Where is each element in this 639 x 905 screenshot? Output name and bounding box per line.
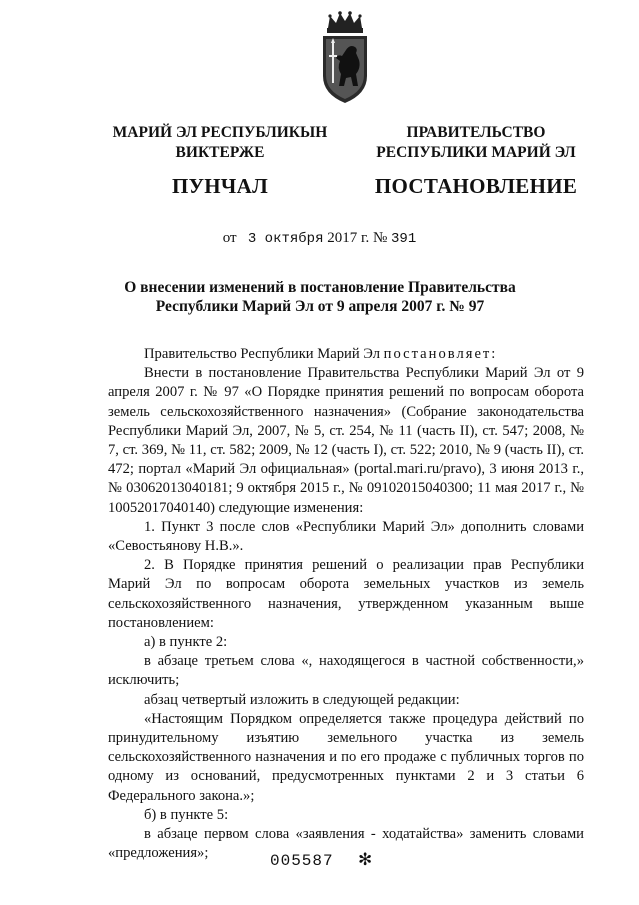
form-mark-icon: ✻ <box>358 850 373 870</box>
coat-of-arms-emblem <box>316 10 374 106</box>
header-left-doc-type: ПУНЧАЛ <box>171 174 269 198</box>
header-right-line2: РЕСПУБЛИКИ МАРИЙ ЭЛ <box>376 144 576 161</box>
decree-verb: постановляет: <box>383 346 498 362</box>
date-stamp: 3 октября <box>247 231 324 247</box>
date-year: 2017 г. № <box>327 230 388 246</box>
document-number: 391 <box>391 231 417 247</box>
form-serial-number: 005587 <box>270 852 334 870</box>
body-paragraph: в абзаце первом слова «заявления - ходатайства» заменить словами «предложения»; <box>108 826 584 862</box>
body-paragraph: в абзаце третьем слова «, находящегося в частной собственности,» исключить; <box>108 653 584 689</box>
document-body <box>108 345 584 863</box>
document-title <box>120 278 520 316</box>
header-left-line1: МАРИЙ ЭЛ РЕСПУБЛИКЫН <box>112 124 328 141</box>
decree-subject: Правительство Республики Марий Эл <box>144 346 381 362</box>
header-right-line1: ПРАВИТЕЛЬСТВО <box>406 124 546 141</box>
body-paragraph: 2. В Порядке принятия решений о реализации прав Республики Марий Эл по вопросам оборота земельных участков из земель сельскохозяйственного назначения, утвержденном указанным выше постановлением: <box>108 557 584 631</box>
date-line <box>0 230 639 247</box>
body-paragraph: Внести в постановление Правительства Республики Марий Эл от 9 апреля 2007 г. № 97 «О Порядке принятия решений по вопросам оборота земель сельскохозяйственного назначения» (Собрание законодательства Республики Марий Эл, 2007, № 5, ст. 254, № 11 (часть II), ст. 547; 2008, № 7, ст. 369, № 11, ст. 582; 2009, № 12 (часть I), ст. 522; 2010, № 9 (часть II), ст. 472; портал «Марий Эл официальная» (portal.mari.ru/pravo), 3 июня 2013 г., № 03062013040181; 9 октября 2015 г., № 09102015040300; 11 мая 2017 г., № 10052017040140) следующие изменения: <box>108 365 584 516</box>
header-right-doc-type: ПОСТАНОВЛЕНИЕ <box>374 174 578 198</box>
body-paragraph: а) в пункте 2: <box>144 634 228 651</box>
body-paragraph: б) в пункте 5: <box>144 806 229 823</box>
body-paragraph: 1. Пункт 3 после слов «Республики Марий Эл» дополнить словами «Севостьянову Н.В.». <box>108 518 584 555</box>
body-paragraph: абзац четвертый изложить в следующей редакции: <box>144 691 460 708</box>
header-left-line2: ВИКТЕРЖЕ <box>175 144 265 161</box>
date-prefix: от <box>222 230 237 246</box>
body-paragraph <box>108 345 584 364</box>
header-marii <box>100 123 340 199</box>
body-paragraph: «Настоящим Порядком определяется также процедура действий по принудительному изъятию земельного участка из земель сельскохозяйственного назначения и по его продаже с публичных торгов по одному из оснований, предусмотренных пунктами 2 и 3 статьи 6 Федерального закона.»; <box>108 710 584 804</box>
title-line2: Республики Марий Эл от 9 апреля 2007 г. № 97 <box>155 298 485 315</box>
title-line1: О внесении изменений в постановление Правительства <box>124 279 516 296</box>
header-russian <box>346 123 606 199</box>
